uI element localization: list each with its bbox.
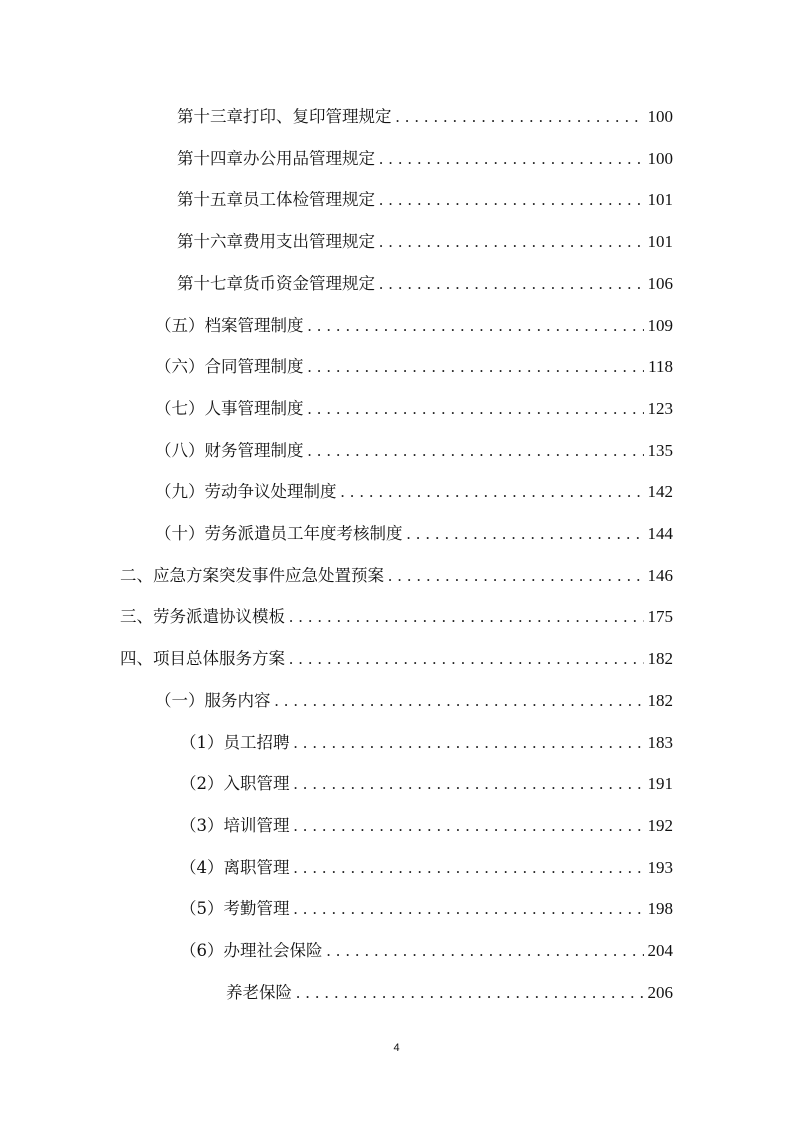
toc-entry[interactable] bbox=[180, 939, 673, 963]
toc-entry[interactable] bbox=[155, 439, 673, 463]
toc-entry-page: 146 bbox=[647, 565, 673, 585]
toc-entry-title: 入职管理 bbox=[223, 774, 290, 794]
toc-entry-title: 劳动争议处理制度 bbox=[204, 482, 337, 502]
toc-entry-page: 182 bbox=[647, 690, 673, 710]
toc-entry[interactable] bbox=[155, 397, 673, 421]
toc-entry-number: （七） bbox=[155, 398, 205, 418]
toc-entry-number: （九） bbox=[155, 482, 205, 502]
toc-entry[interactable] bbox=[120, 605, 673, 629]
dot-leader bbox=[379, 188, 644, 212]
toc-entry[interactable] bbox=[155, 355, 673, 379]
toc-entry-title: 养老保险 bbox=[226, 982, 292, 1002]
toc-entry-page: 135 bbox=[647, 440, 673, 460]
dot-leader bbox=[308, 355, 645, 379]
toc-entry-number: （十） bbox=[155, 524, 205, 543]
toc-entry-page: 204 bbox=[647, 941, 673, 960]
toc-entry[interactable] bbox=[155, 522, 673, 546]
dot-leader bbox=[294, 897, 644, 921]
dot-leader bbox=[308, 439, 644, 463]
page-number: 4 bbox=[393, 1042, 400, 1054]
toc-entry-title: 人事管理制度 bbox=[204, 398, 304, 418]
toc-entry-page: 101 bbox=[647, 190, 673, 210]
dot-leader bbox=[341, 480, 644, 504]
toc-entry-number: （2） bbox=[180, 774, 224, 794]
toc-entry-page: 118 bbox=[648, 357, 673, 377]
toc-entry[interactable] bbox=[180, 731, 673, 755]
toc-entry-page: 193 bbox=[647, 857, 673, 877]
toc-entry-number: 二、 bbox=[120, 565, 153, 585]
toc-entry-page: 142 bbox=[647, 482, 673, 502]
dot-leader bbox=[275, 689, 644, 713]
toc-entry-title: 办公用品管理规定 bbox=[243, 148, 375, 168]
toc-entry-title: 货币资金管理规定 bbox=[243, 273, 375, 293]
dot-leader bbox=[327, 939, 644, 963]
toc-entry-page: 183 bbox=[647, 732, 673, 752]
toc-entry-number: （一） bbox=[155, 690, 205, 710]
toc-entry-page: 101 bbox=[647, 232, 673, 252]
dot-leader bbox=[396, 105, 644, 129]
dot-leader bbox=[379, 272, 644, 296]
toc-entry-number: （1） bbox=[180, 732, 224, 752]
toc-entry-page: 100 bbox=[647, 148, 673, 168]
toc-entry-title: 办理社会保险 bbox=[223, 941, 323, 960]
toc-entry[interactable] bbox=[120, 564, 673, 588]
toc-entry-title: 员工招聘 bbox=[223, 732, 290, 752]
toc-entry[interactable] bbox=[180, 814, 673, 838]
dot-leader bbox=[296, 981, 644, 1005]
toc-entry-page: 175 bbox=[647, 607, 673, 627]
toc-entry-page: 198 bbox=[647, 899, 673, 919]
dot-leader bbox=[379, 230, 644, 254]
toc-entry-number: （6） bbox=[180, 941, 224, 960]
toc-entry-title: 服务内容 bbox=[204, 690, 271, 710]
toc-entry[interactable] bbox=[177, 147, 673, 171]
dot-leader bbox=[294, 731, 644, 755]
toc-entry[interactable] bbox=[155, 689, 673, 713]
toc-entry-title: 员工体检管理规定 bbox=[243, 190, 375, 210]
toc-entry-number: 第十三章 bbox=[177, 107, 243, 126]
toc-entry[interactable] bbox=[120, 647, 673, 671]
toc-entry-number: （5） bbox=[180, 899, 224, 919]
toc-entry[interactable] bbox=[177, 105, 673, 129]
toc-entry-page: 123 bbox=[647, 398, 673, 418]
toc-entry-title: 合同管理制度 bbox=[204, 357, 304, 377]
toc-entry-title: 离职管理 bbox=[223, 857, 290, 877]
dot-leader bbox=[379, 147, 644, 171]
toc-entry-page: 191 bbox=[647, 774, 673, 794]
toc-entry-page: 100 bbox=[647, 107, 673, 126]
toc-entry-page: 144 bbox=[647, 524, 673, 543]
dot-leader bbox=[308, 397, 644, 421]
toc-entry-title: 培训管理 bbox=[223, 815, 290, 835]
toc-entry[interactable] bbox=[177, 272, 673, 296]
dot-leader bbox=[294, 856, 644, 880]
toc-entry-title: 打印、复印管理规定 bbox=[243, 107, 392, 126]
toc-entry[interactable] bbox=[180, 772, 673, 796]
toc-entry[interactable] bbox=[155, 480, 673, 504]
toc-entry-number: 第十四章 bbox=[177, 148, 243, 168]
toc-entry-number: （六） bbox=[155, 357, 205, 377]
toc-entry-number: 第十五章 bbox=[177, 190, 243, 210]
toc-entry-page: 182 bbox=[647, 649, 673, 669]
toc-entry-number: （八） bbox=[155, 440, 205, 460]
toc-entry-number: （3） bbox=[180, 815, 224, 835]
toc-entry-number: 第十六章 bbox=[177, 232, 243, 252]
dot-leader bbox=[294, 814, 644, 838]
toc-entry[interactable] bbox=[177, 188, 673, 212]
dot-leader bbox=[294, 772, 644, 796]
toc-entry[interactable] bbox=[177, 230, 673, 254]
dot-leader bbox=[308, 314, 644, 338]
toc-entry-page: 206 bbox=[647, 982, 673, 1002]
toc-entry-number: （五） bbox=[155, 315, 205, 335]
toc-entry-title: 费用支出管理规定 bbox=[243, 232, 375, 252]
toc-entry-number: 四、 bbox=[120, 649, 153, 669]
dot-leader bbox=[289, 647, 644, 671]
toc-entry-title: 档案管理制度 bbox=[204, 315, 304, 335]
toc-entry-page: 106 bbox=[647, 273, 673, 293]
toc-entry[interactable] bbox=[226, 981, 673, 1005]
toc-entry[interactable] bbox=[180, 897, 673, 921]
toc-entry-title: 劳务派遣协议模板 bbox=[153, 607, 285, 627]
toc-entry-number: 三、 bbox=[120, 607, 153, 627]
dot-leader bbox=[289, 605, 644, 629]
toc-entry-page: 192 bbox=[647, 815, 673, 835]
toc-entry[interactable] bbox=[180, 856, 673, 880]
toc-entry-title: 考勤管理 bbox=[223, 899, 290, 919]
toc-entry-title: 劳务派遣员工年度考核制度 bbox=[204, 524, 403, 543]
toc-entry[interactable] bbox=[155, 314, 673, 338]
toc-entry-title: 应急方案突发事件应急处置预案 bbox=[153, 565, 384, 585]
toc-entry-page: 109 bbox=[647, 315, 673, 335]
dot-leader bbox=[388, 564, 644, 588]
toc-entry-title: 项目总体服务方案 bbox=[153, 649, 285, 669]
toc-entry-number: 第十七章 bbox=[177, 273, 243, 293]
dot-leader bbox=[407, 522, 644, 546]
toc-entry-title: 财务管理制度 bbox=[204, 440, 304, 460]
toc-entry-number: （4） bbox=[180, 857, 224, 877]
